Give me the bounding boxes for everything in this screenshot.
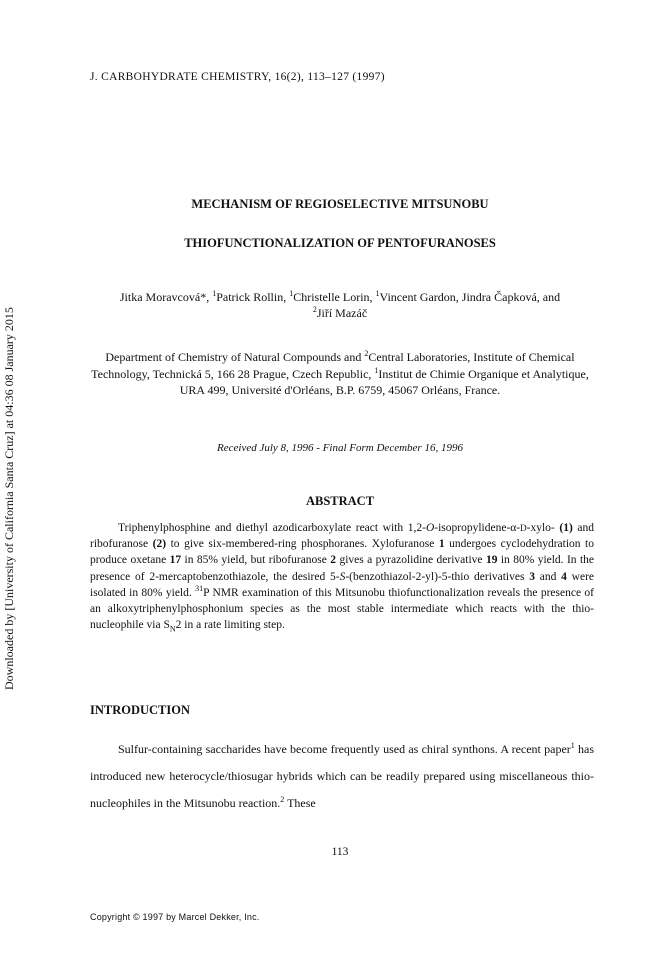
affiliation-text: Central Laboratories, Institute of Chemical Technology, Technická 5, 166 28 Prague, Czech Republic, <box>91 350 575 381</box>
abstract-text: Triphenylphosphine and diethyl azodicarboxylate react with 1,2-O-isopropylidene-α-D-xylo- (1) and ribofuranose (2) to give six-membered-ring phosphoranes. Xylofuranose 1 undergoes cyclodehydration to produce oxetane 17 in 85% yield, but ribofuranose 2 gives a pyrazolidine derivative 19 in 80% yield. In the presence of 2-mercaptobenzothiazole, the desired 5-S-(benzothiazol-2-yl)-5-thio derivatives 3 and 4 were isolated in 80% yield. $^{31}$P NMR examination of this Mitsunobu thiofunctionalization reveals the presence of an alkoxytriphenylphosphonium species as the most stable intermediate which reacts with the thio-nucleophile via $S_N2$ in a rate limiting step. <box>90 522 595 634</box>
introduction-text: Sulfur-containing saccharides have become frequently used as chiral synthons. A recent paper$^1$ has introduced new heterocycle/thiosugar hybrids which can be readily prepared using miscellaneous thio-nucleophiles in the Mitsunobu reaction.$^2$ These <box>90 741 594 810</box>
page-number: 113 <box>331 846 349 858</box>
affiliation-mark: 2 <box>364 349 369 358</box>
introduction-heading: INTRODUCTION <box>90 703 191 717</box>
affiliation-text: Department of Chemistry of Natural Compounds and <box>105 350 365 364</box>
author-text: Jitka Moravcová*, <box>119 290 213 304</box>
title-line-2: THIOFUNCTIONALIZATION OF PENTOFURANOSES <box>184 236 496 250</box>
affiliation-text: Institut de Chimie Organique et Analytique, URA 499, Université d'Orléans, B.P. 6759, 45067 Orléans, France. <box>179 366 589 397</box>
affiliation-mark: 1 <box>289 289 294 298</box>
journal-citation: J. CARBOHYDRATE CHEMISTRY, 16(2), 113–127 (1997) <box>90 71 385 83</box>
abstract-heading: ABSTRACT <box>305 494 375 508</box>
copyright-notice: Copyright © 1997 by Marcel Dekker, Inc. <box>90 912 260 922</box>
title-line-1: MECHANISM OF REGIOSELECTIVE MITSUNOBU <box>191 197 489 211</box>
author-text: Patrick Rollin, <box>216 290 290 304</box>
download-watermark: Downloaded by [University of California Santa Cruz] at 04:36 08 January 2015 <box>2 307 16 690</box>
author-text: Vincent Gardon, Jindra Čapková, and <box>379 290 561 304</box>
received-dates: Received July 8, 1996 - Final Form December 16, 1996 <box>217 442 463 454</box>
affiliation-mark: 1 <box>374 365 379 375</box>
affiliation-mark: 1 <box>375 289 380 298</box>
author-text: Christelle Lorin, <box>293 290 376 304</box>
affiliation-mark: 1 <box>212 289 217 298</box>
affiliation-mark: 2 <box>312 305 317 314</box>
author-text: Jiří Mazáč <box>316 306 368 320</box>
author-list <box>80 289 600 321</box>
affiliations <box>78 349 602 399</box>
